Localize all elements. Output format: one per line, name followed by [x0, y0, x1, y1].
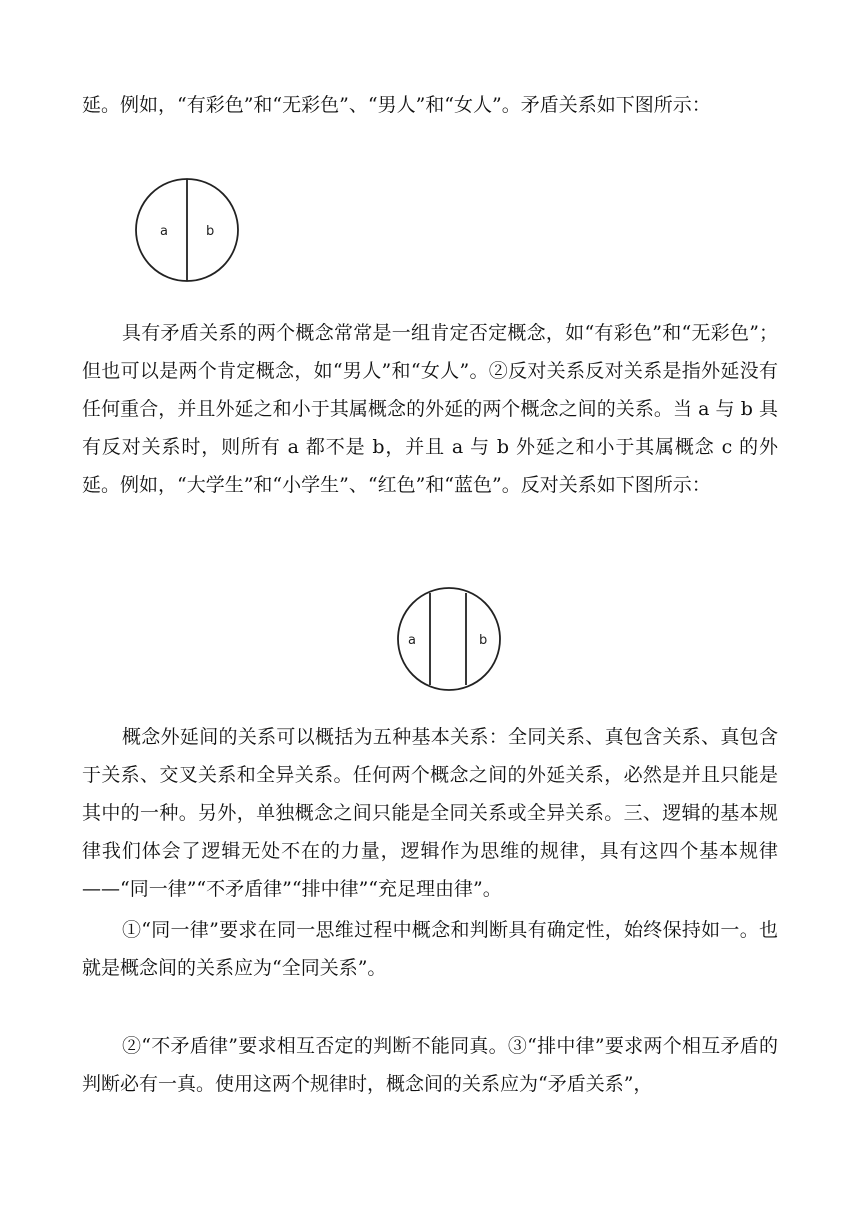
paragraph-laws-noncontradiction-excluded-middle: ②“不矛盾律”要求相互否定的判断不能同真。③“排中律”要求两个相互矛盾的判断必有一真。使用这两个规律时，概念间的关系应为“矛盾关系”，: [82, 1035, 778, 1095]
contrary-relation-diagram: [395, 586, 503, 692]
contradiction-relation-diagram: [134, 178, 242, 284]
label-a: a: [160, 224, 168, 239]
paragraph-law-of-identity: ①“同一律”要求在同一思维过程中概念和判断具有确定性，始终保持如一。也就是概念间的关系应为“全同关系”。: [82, 919, 778, 979]
label-b: b: [206, 224, 215, 239]
paragraph-contradiction-examples: 延。例如，“有彩色”和“无彩色”、“男人”和“女人”。矛盾关系如下图所示：: [82, 94, 711, 116]
label-b: b: [479, 633, 488, 648]
paragraph-five-relations: 概念外延间的关系可以概括为五种基本关系：全同关系、真包含关系、真包含于关系、交叉关系和全异关系。任何两个概念之间的外延关系，必然是并且只能是其中的一种。另外，单独概念之间只能是全同关系或全异关系。三、逻辑的基本规律我们体会了逻辑无处不在的力量，逻辑作为思维的规律，具有这四个基本规律——“同一律”“不矛盾律”“排中律”“充足理由律”。: [82, 726, 778, 900]
paragraph-contrary-relation: 具有矛盾关系的两个概念常常是一组肯定否定概念，如“有彩色”和“无彩色”；但也可以是两个肯定概念，如“男人”和“女人”。②反对关系反对关系是指外延没有任何重合，并且外延之和小于其属概念的外延的两个概念之间的关系。当 a 与 b 具有反对关系时，则所有 a 都不是 b，并且 a 与 b 外延之和小于其属概念 c 的外延。例如，“大学生”和“小学生”、“红色”和“蓝色”。反对关系如下图所示：: [82, 322, 778, 496]
label-a: a: [408, 633, 416, 648]
